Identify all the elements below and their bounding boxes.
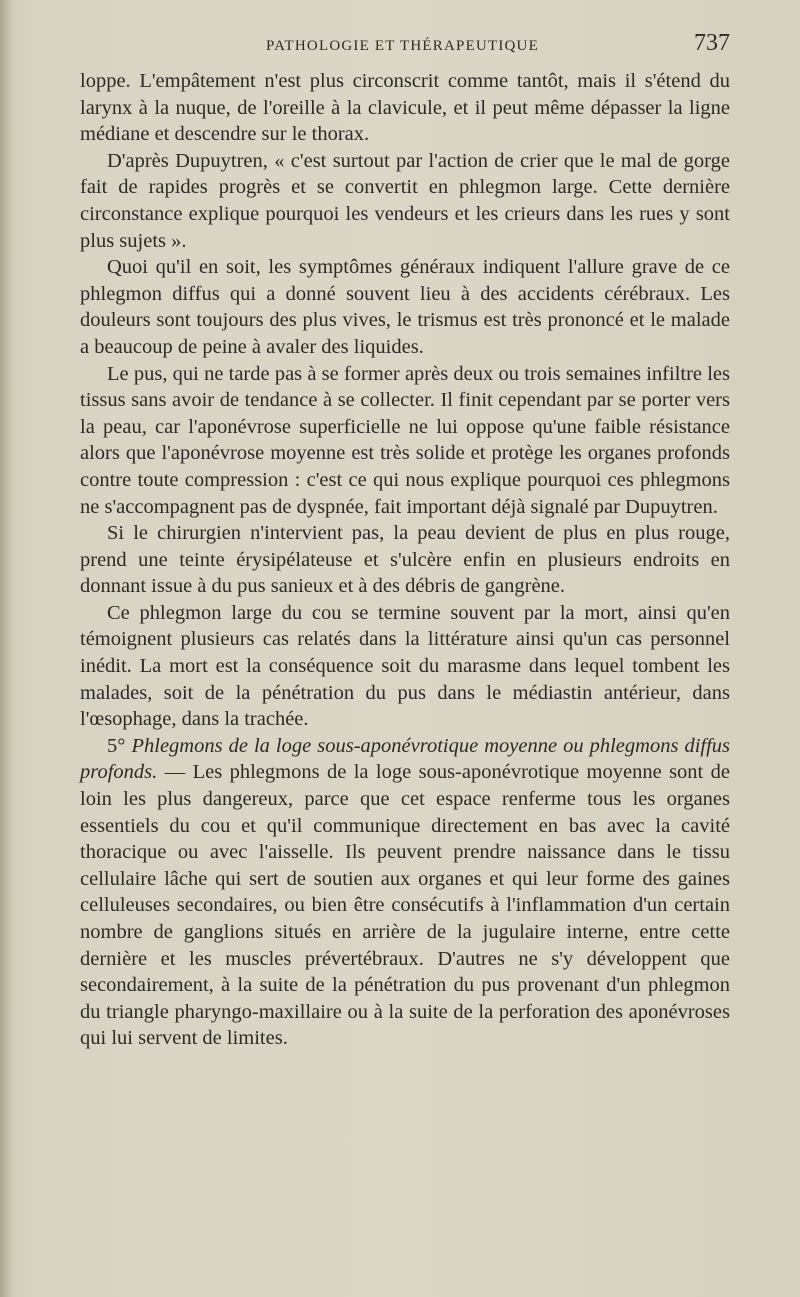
page-header <box>80 30 740 64</box>
section-dash: — <box>157 761 193 784</box>
paragraph: loppe. L'empâtement n'est plus circonscrit comme tantôt, mais il s'étend du larynx à la nuque, de l'oreille à la clavicule, et il peut même dépasser la ligne médiane et descendre sur le thorax. <box>80 70 730 146</box>
paragraph: Si le chirurgien n'intervient pas, la peau devient de plus en plus rouge, prend une teinte érysipélateuse et s'ulcère enfin en plusieurs endroits en donnant issue à du pus sanieux et à des débris de gangrène. <box>80 522 730 598</box>
page-spine-shadow <box>0 0 14 1297</box>
body-text <box>80 68 730 1052</box>
paragraph: D'après Dupuytren, « c'est surtout par l'action de crier que le mal de gorge fait de rapides progrès et se convertit en phlegmon large. Cette dernière circonstance explique pourquoi les vendeurs et les crieurs dans les rues y sont plus sujets ». <box>80 149 730 252</box>
section-paragraph <box>80 733 730 1052</box>
paragraph: Le pus, qui ne tarde pas à se former après deux ou trois semaines infiltre les tissus sans avoir de tendance à se collecter. Il finit cependant par se porter vers la peau, car l'aponévrose superficielle ne lui oppose qu'une faible résistance alors que l'aponévrose moyenne est très solide et protège les organes profonds contre toute compression : c'est ce qui nous explique pourquoi ces phlegmons ne s'accompagnent pas de dyspnée, fait important déjà signalé par Dupuytren. <box>80 362 730 518</box>
paragraph: Ce phlegmon large du cou se termine souvent par la mort, ainsi qu'en témoignent plusieurs cas relatés dans la littérature ainsi qu'un cas personnel inédit. La mort est la conséquence soit du marasme dans lequel tombent les malades, soit de la pénétration du pus dans le médiastin antérieur, dans l'œsophage, dans la trachée. <box>80 601 730 731</box>
section-heading: Phlegmons de la loge sous-aponévrotique moyenne ou phlegmons diffus profonds. <box>80 734 731 784</box>
section-text: Les phlegmons de la loge sous-aponévrotique moyenne sont de loin les plus dangereux, parce que cet espace renferme tous les organes essentiels du cou et qu'il communique directement en bas avec la cavité thoracique ou avec l'aisselle. Ils peuvent prendre naissance dans le tissu cellulaire lâche qui sert de soutien aux organes et qui leur forme des gaines celluleuses secondaires, ou bien être consécutifs à l'inflammation d'un certain nombre de ganglions situés en arrière de la jugulaire interne, entre cette dernière et les muscles prévertébraux. D'autres ne s'y développent que secondairement, à la suite de la pénétration du pus provenant d'un phlegmon du triangle pharyngo-maxillaire ou à la suite de la perforation des aponévroses qui lui servent de limites. <box>80 761 731 1050</box>
section-number: 5° <box>107 734 126 757</box>
paragraph: Quoi qu'il en soit, les symptômes généraux indiquent l'allure grave de ce phlegmon diffus qui a donné souvent lieu à des accidents cérébraux. Les douleurs sont toujours des plus vives, le trismus est très prononcé et le malade a beaucoup de peine à avaler des liquides. <box>80 256 730 358</box>
running-head: PATHOLOGIE ET THÉRAPEUTIQUE <box>266 38 539 54</box>
page-number: 737 <box>694 30 730 56</box>
